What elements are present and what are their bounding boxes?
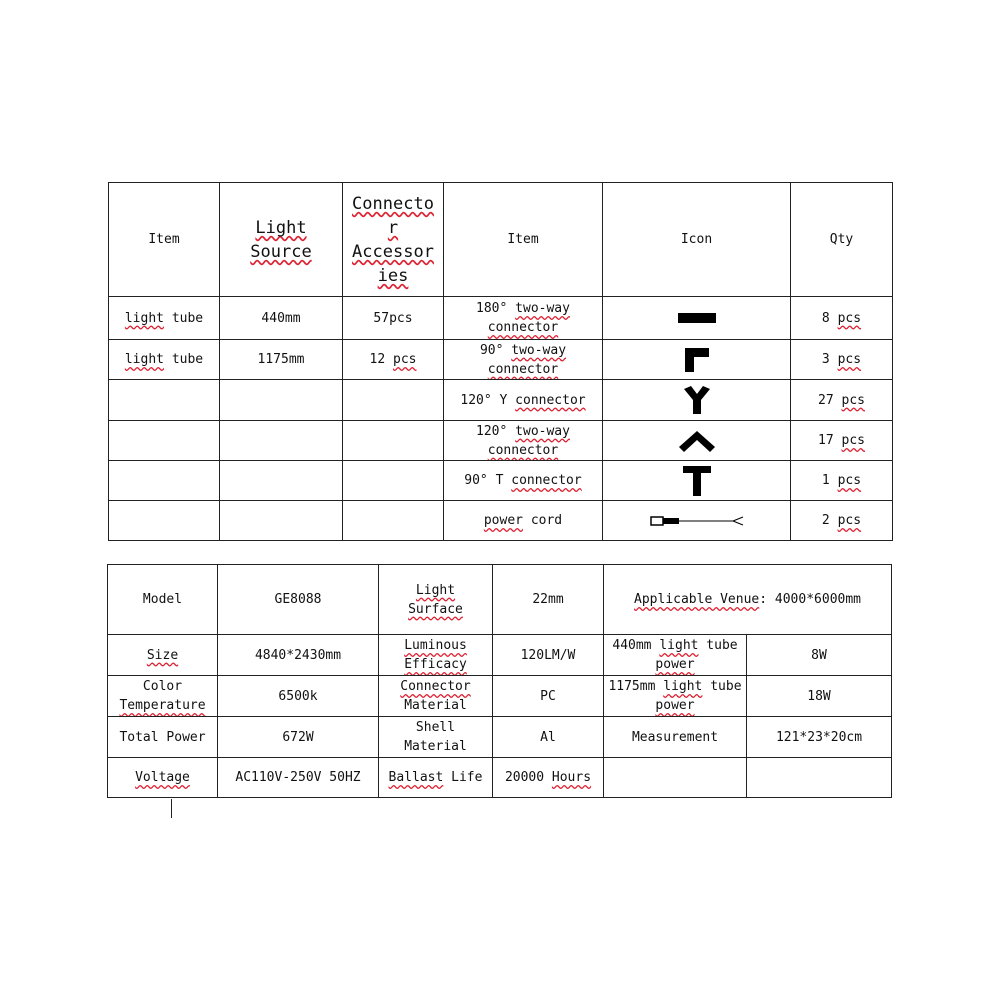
size-value: 4840*2430mm (218, 635, 379, 676)
table-row (109, 340, 893, 380)
shell-material-label: Shell Material (379, 717, 493, 758)
row-item-name (109, 501, 220, 541)
row-accessory-count: 57pcs (343, 297, 444, 340)
spec-row (108, 635, 892, 676)
row-icon-cell (603, 501, 791, 541)
row-icon-cell (603, 297, 791, 340)
tube-1175-power-label: 1175mm light tube power (604, 676, 747, 717)
header-qty: Qty (791, 183, 893, 297)
row-accessory-count (343, 421, 444, 461)
row-icon-cell (603, 461, 791, 501)
row-light-source: 1175mm (220, 340, 343, 380)
ballast-life-value: 20000 Hours (493, 758, 604, 798)
header-icon: Icon (603, 183, 791, 297)
row-accessory-count (343, 461, 444, 501)
header-light-source: Light Source (220, 183, 343, 297)
row-icon-cell (603, 380, 791, 421)
row-item-name (109, 380, 220, 421)
row-accessory-count (343, 380, 444, 421)
row-connector-name: 90° two-way connector (444, 340, 603, 380)
model-value: GE8088 (218, 565, 379, 635)
y-connector-icon (682, 385, 712, 415)
ballast-life-label: Ballast Life (379, 758, 493, 798)
accessories-table (108, 182, 893, 541)
voltage-value: AC110V-250V 50HZ (218, 758, 379, 798)
row-light-source (220, 501, 343, 541)
table-header-row (109, 183, 893, 297)
row-connector-name: 180° two-way connector (444, 297, 603, 340)
row-icon-cell (603, 421, 791, 461)
table-row (109, 501, 893, 541)
size-label: Size (108, 635, 218, 676)
spec-row (108, 676, 892, 717)
luminous-efficacy-label: Luminous Efficacy (379, 635, 493, 676)
empty-cell (604, 758, 747, 798)
table-row (109, 380, 893, 421)
header-item-left: Item (109, 183, 220, 297)
total-power-value: 672W (218, 717, 379, 758)
row-light-source (220, 461, 343, 501)
measurement-value: 121*23*20cm (747, 717, 892, 758)
model-label: Model (108, 565, 218, 635)
measurement-label: Measurement (604, 717, 747, 758)
straight-connector-icon (677, 311, 717, 325)
tube-1175-power-value: 18W (747, 676, 892, 717)
row-qty: 27 pcs (791, 380, 893, 421)
text-cursor (171, 799, 172, 818)
spec-row (108, 717, 892, 758)
row-icon-cell (603, 340, 791, 380)
table-row (109, 421, 893, 461)
color-temperature-label: Color Temperature (108, 676, 218, 717)
t-connector-icon (682, 465, 712, 497)
voltage-label: Voltage (108, 758, 218, 798)
row-accessory-count: 12 pcs (343, 340, 444, 380)
row-item-name (109, 421, 220, 461)
shell-material-value: Al (493, 717, 604, 758)
row-qty: 17 pcs (791, 421, 893, 461)
row-connector-name: 120° Y connector (444, 380, 603, 421)
row-light-source (220, 380, 343, 421)
light-surface-label: Light Surface (379, 565, 493, 635)
row-qty: 3 pcs (791, 340, 893, 380)
row-qty: 8 pcs (791, 297, 893, 340)
table-row (109, 297, 893, 340)
tube-440-power-value: 8W (747, 635, 892, 676)
tube-440-power-label: 440mm light tube power (604, 635, 747, 676)
row-qty: 1 pcs (791, 461, 893, 501)
row-accessory-count (343, 501, 444, 541)
chevron-connector-icon (677, 429, 717, 453)
row-connector-name: 90° T connector (444, 461, 603, 501)
connector-material-label: Connector Material (379, 676, 493, 717)
header-connector-accessories: Connecto r Accessor ies (343, 183, 444, 297)
empty-cell (747, 758, 892, 798)
applicable-venue: Applicable Venue: 4000*6000mm (604, 565, 892, 635)
spec-row (108, 565, 892, 635)
luminous-efficacy-value: 120LM/W (493, 635, 604, 676)
row-item-name: light tube (109, 297, 220, 340)
row-connector-name: 120° two-way connector (444, 421, 603, 461)
table-row (109, 461, 893, 501)
color-temperature-value: 6500k (218, 676, 379, 717)
row-connector-name: power cord (444, 501, 603, 541)
specifications-table (107, 564, 892, 798)
light-surface-value: 22mm (493, 565, 604, 635)
row-item-name (109, 461, 220, 501)
row-light-source (220, 421, 343, 461)
total-power-label: Total Power (108, 717, 218, 758)
header-item-right: Item (444, 183, 603, 297)
row-item-name: light tube (109, 340, 220, 380)
l-connector-icon (684, 347, 710, 373)
spec-row (108, 758, 892, 798)
row-light-source: 440mm (220, 297, 343, 340)
row-qty: 2 pcs (791, 501, 893, 541)
connector-material-value: PC (493, 676, 604, 717)
power-cord-icon (649, 514, 745, 528)
